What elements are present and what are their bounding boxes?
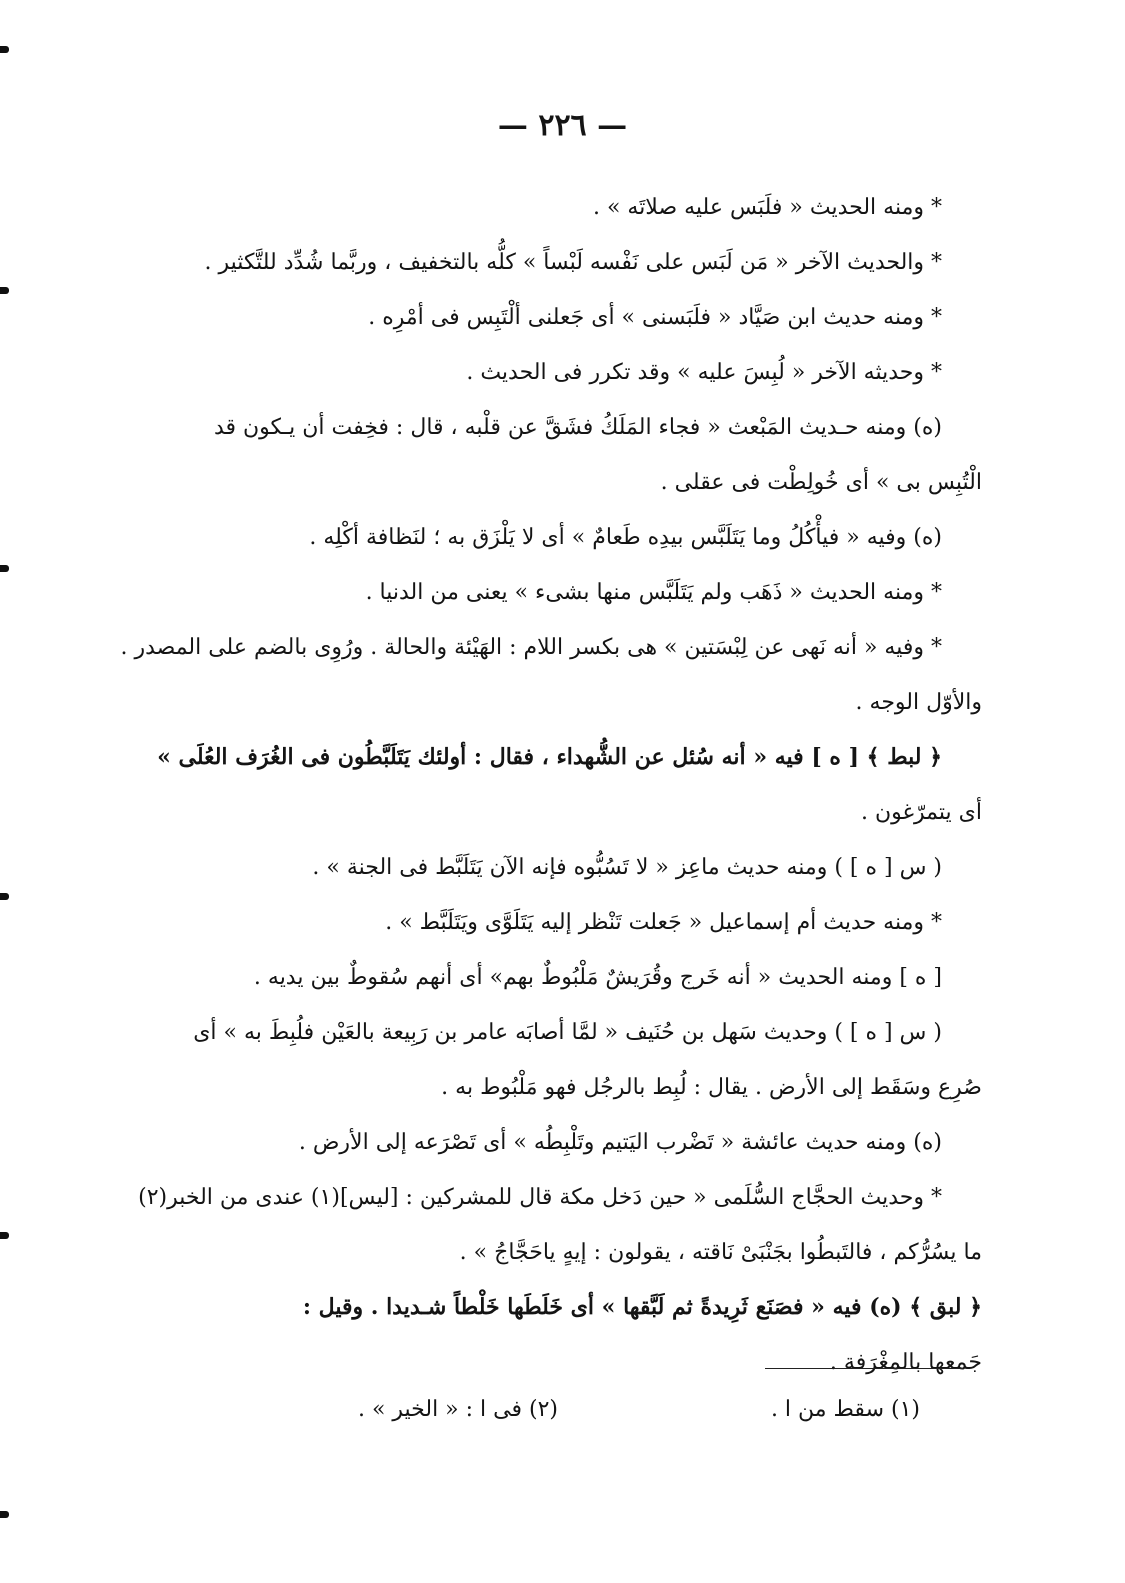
entry-heading-line: ﴿ لبق ﴾ (ه) فيه « فصَنَع ثَرِيدةً ثم لَبَّقها » أى خَلَطَها خَلْطاً شـديدا . وقيل : [302,1294,982,1320]
entry-text [120,180,982,1390]
text-line: * ومنه حديث ابن صَيَّاد « فلَبَسنى » أى جَعلنى ألْتَبِس فى أمْرِه . [368,305,942,330]
text-line: ما يسُرُّكم ، فالتَبطُوا بجَنْبَىْ نَاقته ، يقولون : إيهٍ ياحَجَّاجُ » . [459,1240,982,1265]
footnotes [330,1388,920,1432]
text-line: * وحديث الحجَّاج السُّلَمى « حين دَخل مكة قال للمشركين : [ليس](١) عندى من الخبر(٢) [138,1185,942,1210]
text-line: جَمعها بالمِغْرَفة . [829,1350,982,1375]
text-line: الْتُبِس بى » أى خُولِطْت فى عقلى . [660,470,982,495]
text-line: * ومنه الحديث « ذَهَب ولم يَتَلَبَّس منها بشىء » يعنى من الدنيا . [365,580,942,605]
text-line: ( س [ ه ] ) وحديث سَهل بن حُنَيف « لمَّا أصابَه عامر بن رَبِيعة بالعَيْن فلُبِطَ به » أى [193,1020,942,1045]
footnote-1: (١) سقط من ا . [770,1397,920,1422]
scan-edge-mark [0,1511,9,1518]
text-line: والأوّل الوجه . [855,690,982,715]
text-line: (ه) ومنه حديث عائشة « تَضْرب اليَتيم وتَلْبِطُه » أى تَصْرَعه إلى الأرض . [298,1130,942,1155]
text-line: (ه) ومنه حـديث المَبْعث « فجاء المَلَكُ فشَقَّ عن قلْبه ، قال : فخِفت أن يـكون قد [213,415,942,440]
scan-edge-mark [0,565,9,572]
page-number: — ٢٢٦ — [497,108,628,143]
text-line: أى يتمرّغون . [861,800,982,825]
text-line: * ومنه الحديث « فلَبَس عليه صلاتَه » . [592,195,942,220]
text-line: * وفيه « أنه نَهى عن لِبْسَتين » هى بكسر اللام : الهَيْئة والحالة . ورُوِى بالضم على المصدر . [120,635,942,660]
entry-heading-line: ﴿ لبط ﴾ [ ه ] فيه « أنه سُئل عن الشُّهداء ، فقال : أولئك يَتَلَبَّطُون فى الغُرَف العُلَى » [157,744,942,770]
text-line: ( س [ ه ] ) ومنه حديث ماعِز « لا تَسُبُّوه فإنه الآن يَتَلَبَّط فى الجنة » . [312,855,942,880]
scan-edge-mark [0,287,9,294]
text-line: صُرِع وسَقَط إلى الأرض . يقال : لُبِط بالرجُل فهو مَلْبُوط به . [441,1075,982,1100]
text-line: [ ه ] ومنه الحديث « أنه خَرج وقُرَيشٌ مَلْبُوطٌ بهم» أى أنهم سُقوطٌ بين يديه . [253,965,942,990]
scan-edge-mark [0,1232,9,1239]
footnote-divider [765,1368,963,1369]
text-line: * ومنه حديث أم إسماعيل « جَعلت تَنْظر إليه يَتَلَوَّى ويَتَلَبَّط » . [385,910,942,935]
text-line: * والحديث الآخر « مَن لَبَس على نَفْسه لَبْساً » كلُّه بالتخفيف ، وربَّما شُدِّد للتَّكثير . [204,250,942,275]
text-line: * وحديثه الآخر « لُبِسَ عليه » وقد تكرر فى الحديث . [466,360,942,385]
scan-edge-mark [0,893,9,900]
scan-edge-mark [0,46,9,53]
text-line: (ه) وفيه « فيأْكُلُ وما يَتَلَبَّس بيدِه طَعامٌ » أى لا يَلْزَق به ؛ لنَظافة أكْلِه . [309,525,942,550]
footnote-2: (٢) فى ا : « الخير » . [357,1397,558,1422]
